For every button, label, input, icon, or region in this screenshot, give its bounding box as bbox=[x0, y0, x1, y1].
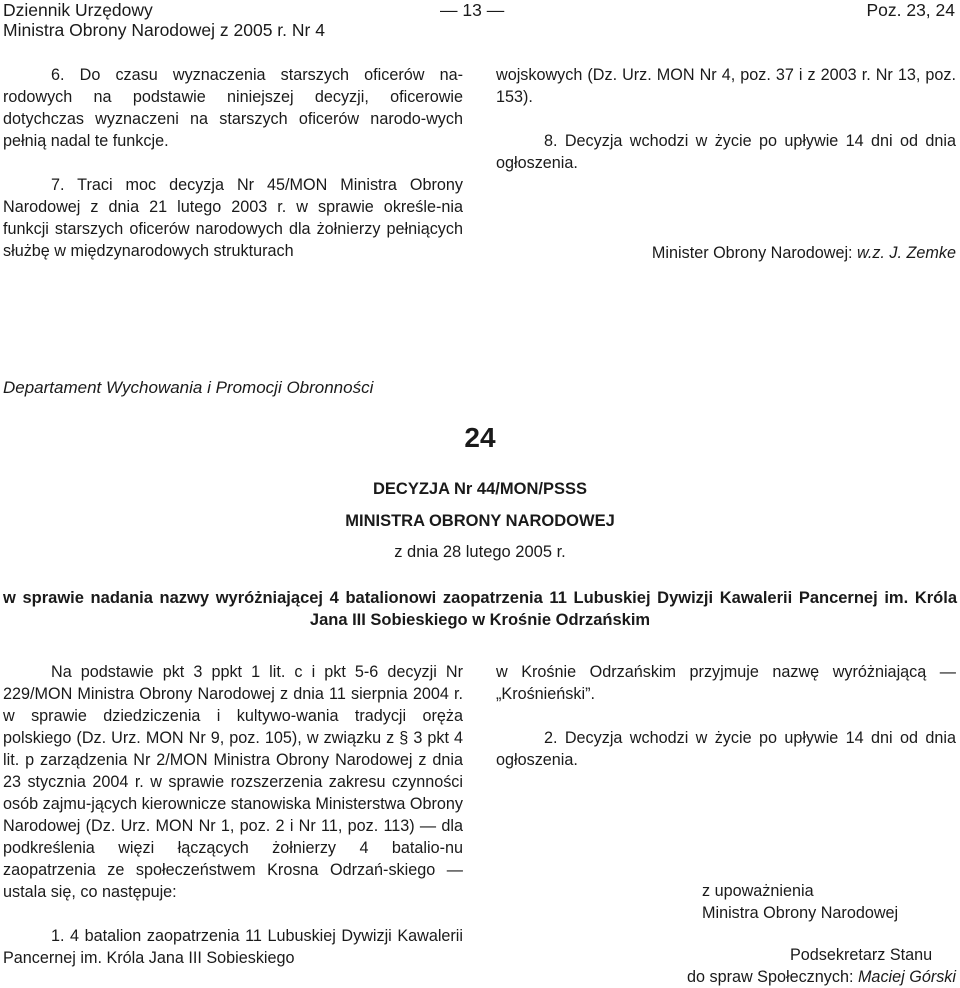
point-2: 2. Decyzja wchodzi w życie po upływie 14 dni od dnia ogłoszenia. bbox=[496, 729, 956, 769]
prev-decision-signature bbox=[652, 242, 956, 264]
journal-title: Dziennik Urzędowy bbox=[3, 0, 153, 20]
signature-role: do spraw Społecznych: bbox=[686, 968, 854, 986]
paragraph-6: 6. Do czasu wyznaczenia starszych oficerów na-rodowych na podstawie niniejszej decyzji, oficerowie dotychczas wyznaczeni na starszych oficerów narodo-wych pełnią nadal te funkcje. bbox=[3, 66, 463, 150]
paragraph-7-continued: wojskowych (Dz. Urz. MON Nr 4, poz. 37 i z 2003 r. Nr 13, poz. 153). bbox=[496, 66, 956, 106]
journal-subtitle: Ministra Obrony Narodowej z 2005 r. Nr 4 bbox=[3, 20, 325, 40]
decision-signature bbox=[687, 966, 956, 988]
preamble: Na podstawie pkt 3 ppkt 1 lit. c i pkt 5-6 decyzji Nr 229/MON Ministra Obrony Narodowej z dnia 11 sierpnia 2004 r. w sprawie dziedziczenia i kultywo-wania tradycji oręża polskiego (Dz. Urz. MON Nr 9, poz. 105), w związku z § 3 pkt 4 lit. p zarządzenia Nr 2/MON Ministra Obrony Narodowej z dnia 23 stycznia 2004 r. w sprawie rozszerzenia zakresu czynności osób zajmu-jących kierownicze stanowiska Ministerstwa Obrony Narodowej (Dz. Urz. MON Nr 1, poz. 2 i Nr 11, poz. 113) — dla podkreślenia więzi łączących żołnierzy 4 bataliо-nu zaopatrzenia ze społeczeństwem Krosna Odrzań-skiego — ustala się, co następuje: bbox=[3, 663, 463, 901]
decision-subject: w sprawie nadania nazwy wyróżniającej 4 batalionowi zaopatrzenia 11 Lubuskiej Dywizji Kawalerii Pancernej im. Króla Jana III Sobieskiego w Krośnie Odrzańskim bbox=[3, 589, 957, 629]
signature-name: w.z. J. Zemke bbox=[857, 244, 956, 262]
point-1-continued: w Krośnie Odrzańskim przyjmuje nazwę wyróżniającą — „Krośnieński”. bbox=[496, 663, 956, 703]
signature-title: Podsekretarz Stanu bbox=[790, 946, 933, 964]
paragraph-8: 8. Decyzja wchodzi w życie po upływie 14 dni od dnia ogłoszenia. bbox=[496, 132, 956, 172]
position-number: Poz. 23, 24 bbox=[866, 0, 955, 20]
paragraph-7: 7. Traci moc decyzja Nr 45/MON Ministra Obrony Narodowej z dnia 21 lutego 2003 r. w sprawie określe-nia funkcji starszych oficerów narodowych dla żołnierzy pełniących służbę w międzynarodowych strukturach bbox=[3, 176, 463, 260]
decision-issuer: MINISTRA OBRONY NARODOWEJ bbox=[345, 512, 615, 530]
department-name: Departament Wychowania i Promocji Obronności bbox=[3, 378, 374, 397]
page-number: — 13 — bbox=[440, 0, 505, 20]
point-1: 1. 4 batalion zaopatrzenia 11 Lubuskiej Dywizji Kawalerii Pancernej im. Króla Jana III Sobieskiego bbox=[3, 927, 463, 967]
authorization-line-1: z upoważnienia bbox=[702, 882, 814, 900]
signatory-name: Maciej Górski bbox=[857, 968, 956, 986]
signature-label: Minister Obrony Narodowej: bbox=[651, 244, 853, 262]
authorization-line-2: Ministra Obrony Narodowej bbox=[702, 904, 899, 922]
decision-title: DECYZJA Nr 44/MON/PSSS bbox=[373, 480, 587, 498]
decision-date: z dnia 28 lutego 2005 r. bbox=[394, 543, 566, 561]
decision-left-column bbox=[3, 661, 463, 969]
decision-number: 24 bbox=[464, 422, 496, 453]
decision-right-column bbox=[496, 661, 956, 771]
prev-decision-left-column bbox=[3, 64, 463, 262]
prev-decision-right-column bbox=[496, 64, 956, 174]
